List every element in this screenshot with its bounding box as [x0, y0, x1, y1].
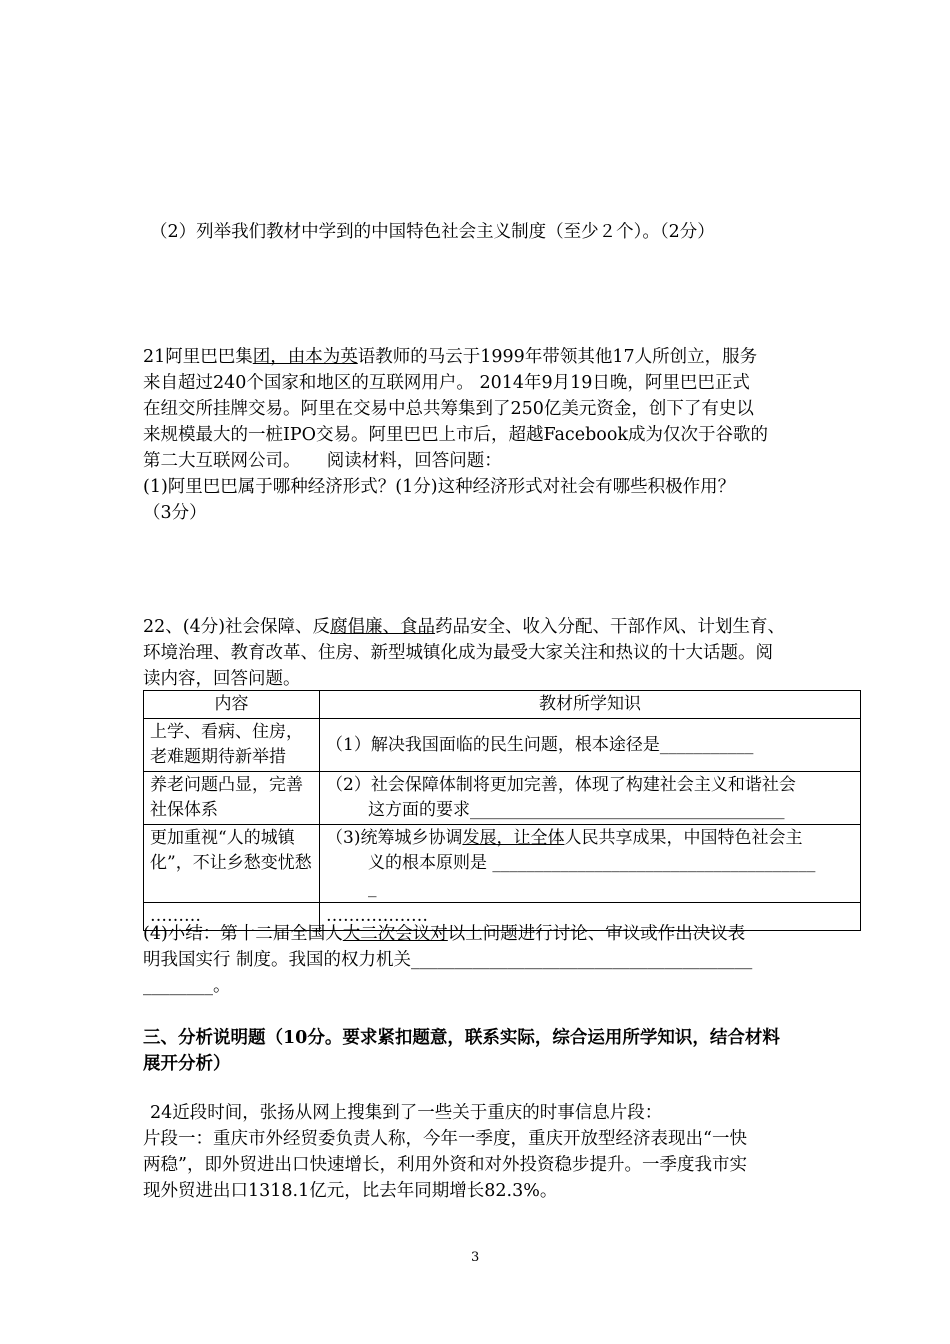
summary-line2: 明我国实行 制度。我国的权力机关_______________________________________ [143, 950, 753, 970]
row1-content: 上学、看病、住房，老难题期待新举措 [144, 719, 320, 772]
row3-knowledge: （3)统筹城乡协调发展，让全体人民共享成果，中国特色社会主 义的根本原则是 ______________________________________ _ [320, 825, 861, 903]
q21-line3: 在纽交所挂牌交易。阿里在交易中总共筹集到了250亿美元资金，创下了有史以 [143, 399, 754, 419]
page-number: 3 [471, 1250, 480, 1265]
row2-knowledge: （2）社会保障体制将更加完善，体现了构建社会主义和谐社会 这方面的要求_____________________________________ [320, 772, 861, 825]
q24-line2: 片段一：重庆市外经贸委负责人称，今年一季度，重庆开放型经济表现出“一快 [143, 1129, 747, 1149]
table-row [144, 825, 861, 903]
summary-line3: ________。 [143, 976, 231, 996]
summary-line1: (4)小结：第十二届全国人大二次会议对以上问题进行讨论、审议或作出决议表 [143, 924, 746, 944]
q22-summary [143, 921, 752, 999]
section-3-line2: 展开分析） [143, 1054, 231, 1074]
row4-content: ……… [144, 903, 320, 931]
section-3-heading [143, 1025, 780, 1077]
q22-line3: 读内容，回答问题。 [143, 669, 301, 689]
q21-line4: 来规模最大的一桩IPO交易。阿里巴巴上市后，超越Facebook成为仅次于谷歌的 [143, 425, 768, 445]
table-row [144, 719, 861, 772]
q21-line5: 第二大互联网公司。 阅读材料，回答问题： [143, 451, 502, 471]
question-22 [143, 614, 785, 692]
header-knowledge: 教材所学知识 [320, 691, 861, 719]
table-header-row [144, 691, 861, 719]
q21-subquestion-1: (1)阿里巴巴属于哪种经济形式？(1分)这种经济形式对社会有哪些积极作用？ [143, 477, 736, 497]
table-row [144, 772, 861, 825]
row2-content: 养老问题凸显，完善社保体系 [144, 772, 320, 825]
q21-line2: 来自超过240个国家和地区的互联网用户。 2014年9月19日晚，阿里巴巴正式 [143, 373, 750, 393]
knowledge-table [143, 690, 861, 931]
row4-knowledge: ……………… [320, 903, 861, 931]
question-24 [143, 1100, 747, 1204]
question-21 [143, 344, 768, 526]
question-20-2: （2）列举我们教材中学到的中国特色社会主义制度（至少２个）。（2分） [150, 222, 715, 242]
row1-knowledge: （1）解决我国面临的民生问题，根本途径是___________ [320, 719, 861, 772]
row3-content: 更加重视“人的城镇化”，不让乡愁变忧愁 [144, 825, 320, 903]
q21-subquestion-1-points: （3分） [143, 503, 207, 523]
q21-line1: 21阿里巴巴集团，由本为英语教师的马云于1999年带领其他17人所创立，服务 [143, 347, 758, 367]
header-content: 内容 [144, 691, 320, 719]
q24-line1: 24近段时间，张扬从网上搜集到了一些关于重庆的时事信息片段： [150, 1103, 663, 1123]
q22-line2: 环境治理、教育改革、住房、新型城镇化成为最受大家关注和热议的十大话题。阅 [143, 643, 773, 663]
section-3-line1: 三、分析说明题（10分。要求紧扣题意，联系实际，综合运用所学知识，结合材料 [143, 1028, 780, 1048]
q22-line1: 22、(4分)社会保障、反腐倡廉、食品药品安全、收入分配、干部作风、计划生育、 [143, 617, 786, 637]
q24-line4: 现外贸进出口1318.1亿元，比去年同期增长82.3%。 [143, 1181, 558, 1201]
q24-line3: 两稳”，即外贸进出口快速增长，利用外资和对外投资稳步提升。一季度我市实 [143, 1155, 747, 1175]
